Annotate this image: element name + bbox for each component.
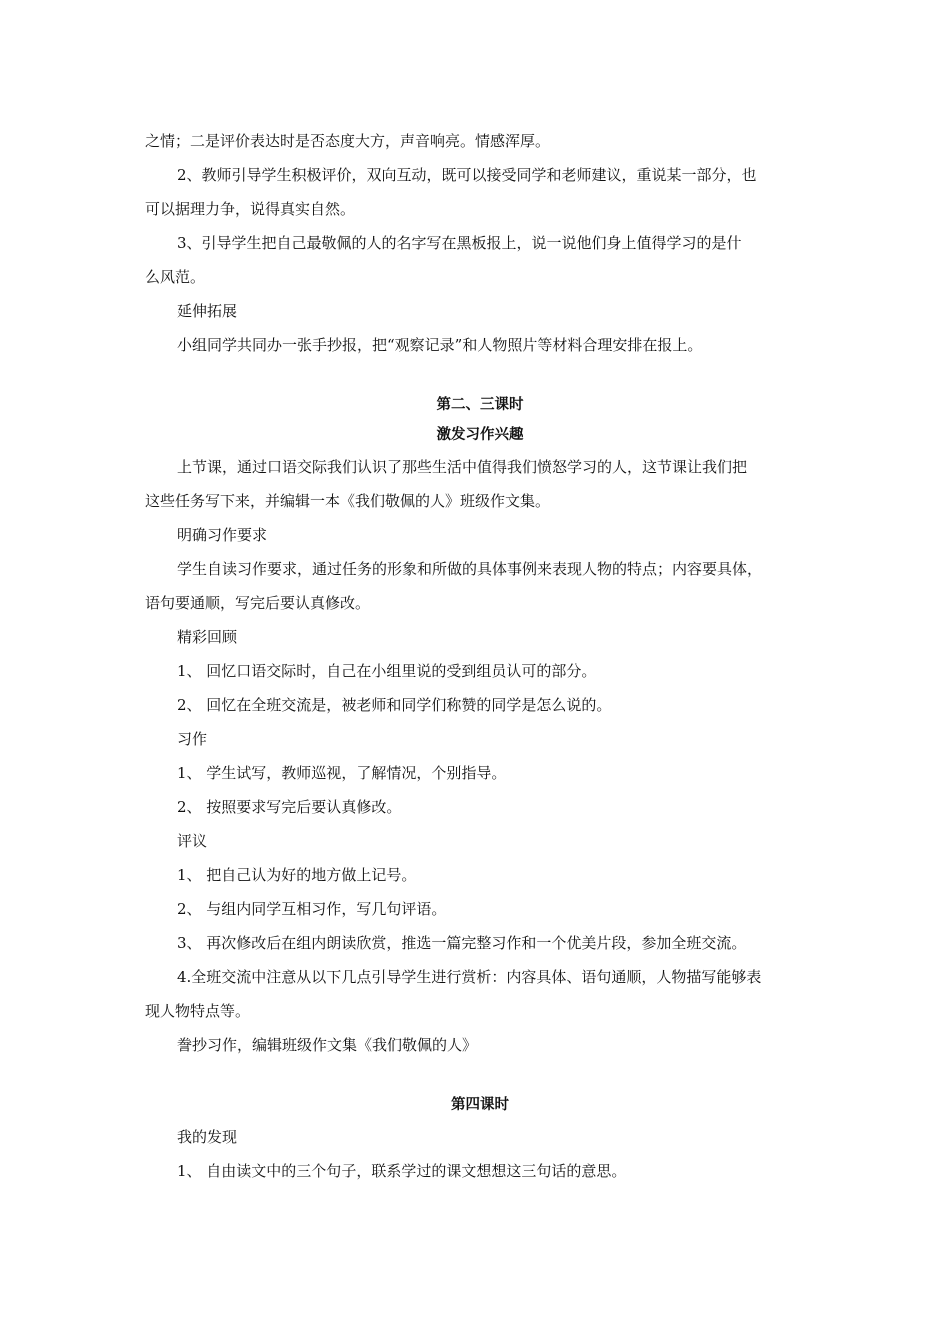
paragraph-line: 语句要通顺，写完后要认真修改。 (145, 594, 371, 612)
lesson-title: 第四课时 (451, 1097, 509, 1113)
section-label: 习作 (177, 730, 208, 748)
list-item: 1、 把自己认为好的地方做上记号。 (177, 866, 417, 884)
list-item: 2、 回忆在全班交流是，被老师和同学们称赞的同学是怎么说的。 (177, 696, 612, 714)
list-item: 1、 自由读文中的三个句子，联系学过的课文想想这三句话的意思。 (177, 1162, 627, 1180)
paragraph-line: 学生自读习作要求，通过任务的形象和所做的具体事例来表现人物的特点；内容要具体， (177, 560, 763, 578)
lesson-subtitle: 激发习作兴趣 (436, 427, 524, 443)
paragraph-line: 3、引导学生把自己最敬佩的人的名字写在黑板报上，说一说他们身上值得学习的是什 (177, 234, 742, 252)
document-page (145, 124, 815, 1188)
paragraph-line: 之情；二是评价表达时是否态度大方，声音响亮。情感浑厚。 (145, 132, 551, 150)
list-item: 1、 学生试写，教师巡视，了解情况，个别指导。 (177, 764, 507, 782)
paragraph-line: 小组同学共同办一张手抄报，把“观察记录”和人物照片等材料合理安排在报上。 (177, 336, 703, 354)
paragraph-line: 上节课，通过口语交际我们认识了那些生活中值得我们愤怒学习的人，这节课让我们把 (177, 458, 748, 476)
list-item: 1、 回忆口语交际时，自己在小组里说的受到组员认可的部分。 (177, 662, 597, 680)
paragraph-line: 2、教师引导学生积极评价，双向互动，既可以接受同学和老师建议，重说某一部分，也 (177, 166, 757, 184)
section-label: 评议 (177, 832, 208, 850)
section-label: 明确习作要求 (177, 526, 268, 544)
list-item: 2、 与组内同学互相习作，写几句评语。 (177, 900, 447, 918)
paragraph-line: 现人物特点等。 (145, 1002, 251, 1020)
section-label: 延伸拓展 (177, 302, 238, 320)
list-item: 4.全班交流中注意从以下几点引导学生进行赏析：内容具体、语句通顺，人物描写能够表 (177, 968, 762, 986)
lesson-title: 第二、三课时 (436, 397, 524, 413)
paragraph-line: 这些任务写下来，并编辑一本《我们敬佩的人》班级作文集。 (145, 492, 551, 510)
paragraph-line: 么风范。 (145, 268, 206, 286)
list-item: 2、 按照要求写完后要认真修改。 (177, 798, 402, 816)
list-item: 3、 再次修改后在组内朗读欣赏，推选一篇完整习作和一个优美片段，参加全班交流。 (177, 934, 747, 952)
section-label: 精彩回顾 (177, 628, 238, 646)
section-label: 我的发现 (177, 1128, 238, 1146)
paragraph-line: 誊抄习作，编辑班级作文集《我们敬佩的人》 (177, 1036, 478, 1054)
paragraph-line: 可以据理力争，说得真实自然。 (145, 200, 356, 218)
